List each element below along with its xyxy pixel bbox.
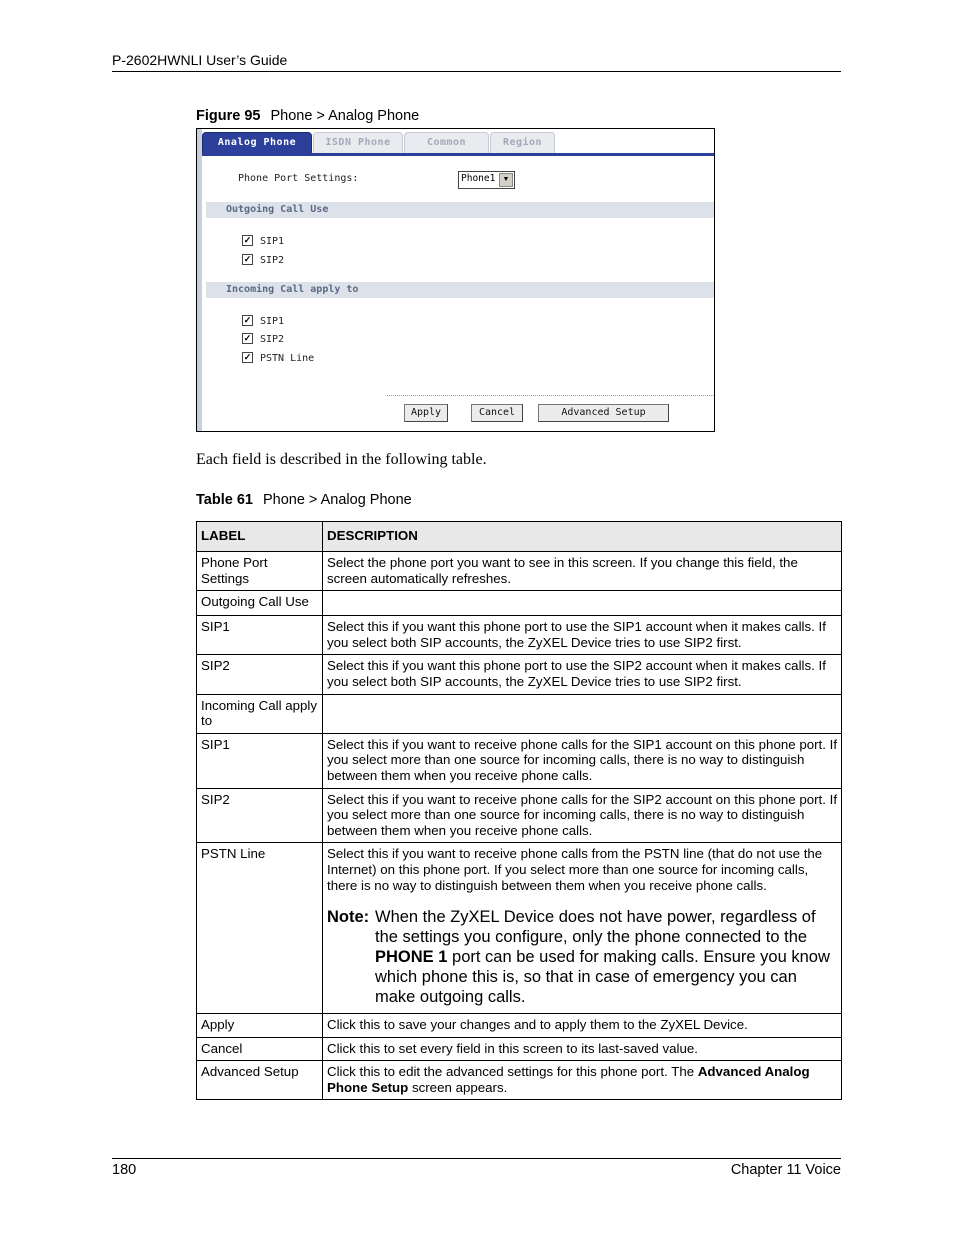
figure-title: Phone > Analog Phone xyxy=(270,108,420,124)
row-label: Advanced Setup xyxy=(197,1061,323,1100)
tab-common[interactable]: Common xyxy=(404,132,489,154)
note-text xyxy=(375,907,837,1007)
phone-port-settings-label: Phone Port Settings: xyxy=(238,173,359,184)
incoming-sip2-label: SIP2 xyxy=(260,334,285,345)
outgoing-call-use-section xyxy=(206,202,714,218)
incoming-pstn-checkbox[interactable]: ✓ xyxy=(243,352,252,362)
row-description: Select this if you want this phone port to use the SIP2 account when it makes calls. If you select both SIP accounts, the ZyXEL Device tries to use SIP2 first. xyxy=(323,655,842,694)
note-label: Note: xyxy=(327,908,370,927)
incoming-call-section xyxy=(206,282,714,298)
apply-button[interactable]: Apply xyxy=(404,404,448,422)
row-label: Phone Port Settings xyxy=(197,552,323,591)
description-column-header: DESCRIPTION xyxy=(323,522,842,552)
tab-isdn-phone[interactable]: ISDN Phone xyxy=(313,132,403,154)
phone-port-select-value: Phone1 xyxy=(461,173,496,184)
incoming-sip1-checkbox[interactable]: ✓ xyxy=(243,315,252,325)
row-label: Cancel xyxy=(197,1037,323,1061)
power-note xyxy=(327,907,837,1007)
table-row xyxy=(197,733,842,788)
incoming-sip1-label: SIP1 xyxy=(260,316,285,327)
row-label: SIP2 xyxy=(197,788,323,843)
row-label: Apply xyxy=(197,1014,323,1038)
note-text-pre: When the ZyXEL Device does not have power, regardless of the settings you configure, only the phone connected to the xyxy=(375,908,816,947)
advanced-setup-button[interactable]: Advanced Setup xyxy=(538,404,669,422)
tab-underline xyxy=(202,153,714,156)
row-description xyxy=(323,591,842,616)
table-caption xyxy=(196,492,412,508)
row-description: Select this if you want to receive phone calls for the SIP1 account on this phone port. If you select more than one source for incoming calls, there is no way to distinguish between them when you receive phone calls. xyxy=(323,733,842,788)
advanced-desc-pre: Click this to edit the advanced settings for this phone port. The xyxy=(327,1064,698,1080)
left-frame-bar xyxy=(197,129,202,431)
table-row xyxy=(197,552,842,591)
table-number: Table 61 xyxy=(196,492,253,508)
table-row xyxy=(197,843,842,1014)
field-description-table xyxy=(196,521,842,1100)
chevron-down-icon: ▼ xyxy=(499,173,513,187)
table-row xyxy=(197,694,842,733)
advanced-desc-bold: Advanced Analog Phone Setup xyxy=(327,1064,810,1095)
row-label: SIP1 xyxy=(197,733,323,788)
outgoing-sip1-label: SIP1 xyxy=(260,236,285,247)
row-description xyxy=(323,1061,842,1100)
outgoing-sip2-checkbox[interactable]: ✓ xyxy=(243,254,252,264)
outgoing-call-use-heading: Outgoing Call Use xyxy=(226,204,329,215)
cancel-button[interactable]: Cancel xyxy=(471,404,523,422)
row-label: PSTN Line xyxy=(197,843,323,1014)
row-label: SIP1 xyxy=(197,616,323,655)
row-description: Click this to set every field in this screen to its last-saved value. xyxy=(323,1037,842,1061)
table-row xyxy=(197,1061,842,1100)
row-description: Select this if you want this phone port to use the SIP1 account when it makes calls. If you select both SIP accounts, the ZyXEL Device tries to use SIP2 first. xyxy=(323,616,842,655)
advanced-desc-post: screen appears. xyxy=(408,1079,508,1095)
table-header-row xyxy=(197,522,842,552)
note-text-bold: PHONE 1 xyxy=(375,948,448,967)
row-description xyxy=(323,694,842,733)
tab-analog-phone[interactable]: Analog Phone xyxy=(202,132,312,154)
row-description xyxy=(323,843,842,1014)
table-row xyxy=(197,591,842,616)
running-header-title: P-2602HWNLI User’s Guide xyxy=(112,52,288,68)
incoming-call-heading: Incoming Call apply to xyxy=(226,284,359,295)
note-text-post: port can be used for making calls. Ensure you know which phone this is, so that in case of emergency you can make outgoing calls. xyxy=(375,948,830,1007)
tab-region[interactable]: Region xyxy=(490,132,555,154)
table-row xyxy=(197,655,842,694)
analog-phone-screenshot xyxy=(196,128,715,432)
row-description: Select this if you want to receive phone calls for the SIP2 account on this phone port. If you select more than one source for incoming calls, there is no way to distinguish between them when you receive phone calls. xyxy=(323,788,842,843)
button-divider xyxy=(387,395,714,396)
footer-rule xyxy=(112,1158,841,1159)
header-rule xyxy=(112,71,841,72)
table-row xyxy=(197,1014,842,1038)
table-row xyxy=(197,1037,842,1061)
row-label: Outgoing Call Use xyxy=(197,591,323,616)
table-row xyxy=(197,616,842,655)
table-row xyxy=(197,788,842,843)
page-number: 180 xyxy=(112,1162,137,1178)
intro-paragraph: Each field is described in the following table. xyxy=(196,451,487,468)
figure-caption xyxy=(196,108,419,124)
table-title: Phone > Analog Phone xyxy=(262,492,412,508)
row-description: Select the phone port you want to see in this screen. If you change this field, the screen automatically refreshes. xyxy=(323,552,842,591)
row-label: SIP2 xyxy=(197,655,323,694)
phone-port-select[interactable] xyxy=(458,171,515,189)
row-label: Incoming Call apply to xyxy=(197,694,323,733)
incoming-sip2-checkbox[interactable]: ✓ xyxy=(243,333,252,343)
outgoing-sip2-label: SIP2 xyxy=(260,255,285,266)
row-description: Click this to save your changes and to apply them to the ZyXEL Device. xyxy=(323,1014,842,1038)
outgoing-sip1-checkbox[interactable]: ✓ xyxy=(243,235,252,245)
tab-bar xyxy=(202,132,714,155)
chapter-title: Chapter 11 Voice xyxy=(730,1162,841,1178)
figure-number: Figure 95 xyxy=(196,108,261,124)
incoming-pstn-label: PSTN Line xyxy=(260,353,315,364)
pstn-description-text: Select this if you want to receive phone calls from the PSTN line (that do not use the Internet) on this phone port. If you select more than one source for incoming calls, there is no way to distinguish between them when you receive phone calls. xyxy=(327,846,823,893)
label-column-header: LABEL xyxy=(197,522,323,552)
